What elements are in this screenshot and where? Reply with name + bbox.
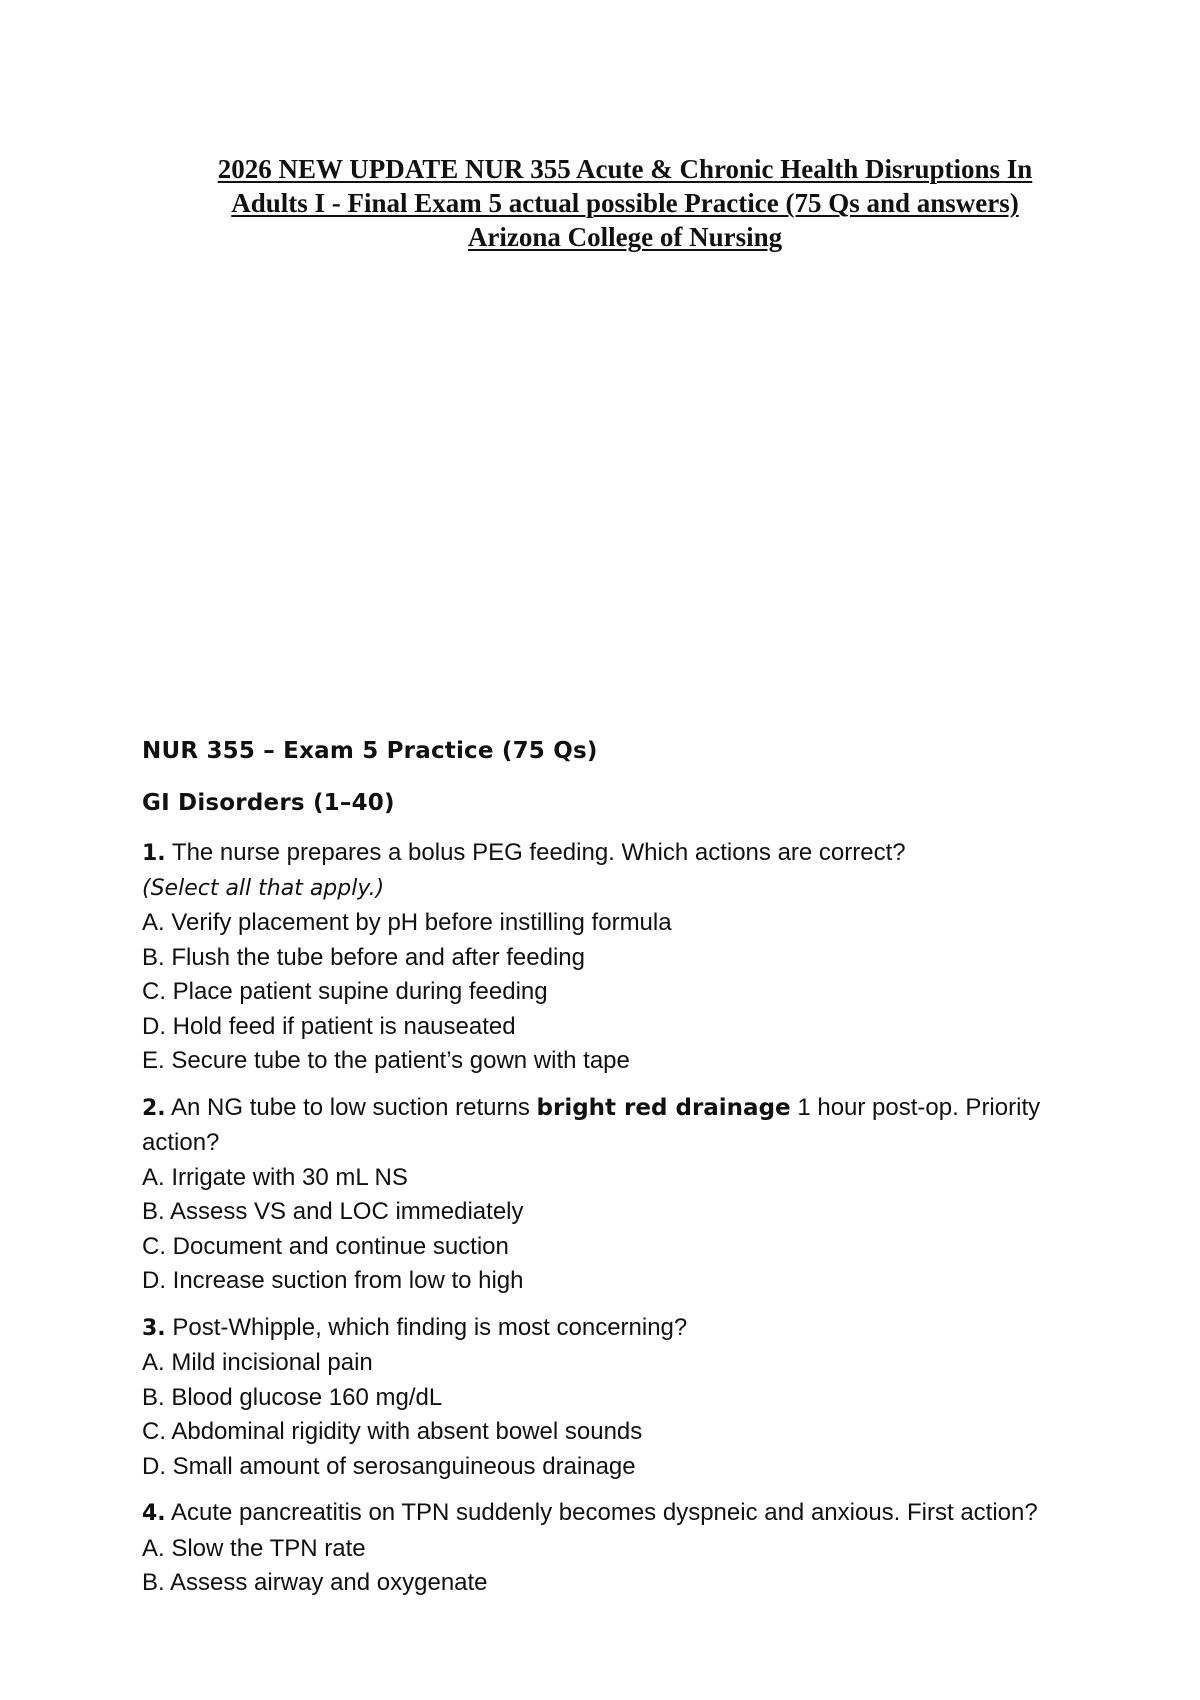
answer-option: E. Secure tube to the patient’s gown with tape: [142, 1047, 630, 1074]
question-4: [142, 1496, 1082, 1601]
answer-option: A. Irrigate with 30 mL NS: [142, 1163, 408, 1191]
answer-options: [142, 1532, 1082, 1601]
answer-option: D. Increase suction from low to high: [142, 1267, 524, 1294]
question-text: [142, 1496, 1082, 1532]
answer-option: C. Abdominal rigidity with absent bowel sounds: [142, 1418, 643, 1445]
question-2: [142, 1091, 1082, 1299]
question-emphasis: bright red drainage: [536, 1094, 791, 1121]
answer-option: A. Slow the TPN rate: [142, 1534, 366, 1562]
answer-option: C. Place patient supine during feeding: [142, 978, 548, 1005]
exam-content: [142, 736, 1082, 1613]
answer-option: A. Mild incisional pain: [142, 1349, 373, 1376]
question-number: 1.: [142, 841, 166, 866]
question-number: 2.: [142, 1095, 166, 1121]
question-3: [142, 1311, 1082, 1485]
title-line: Arizona College of Nursing: [467, 222, 783, 252]
question-stem-end: 1 hour post-op. Priority action?: [142, 1093, 1041, 1156]
answer-option: A. Verify placement by pH before instilling formula: [142, 909, 672, 936]
answer-option: D. Small amount of serosanguineous drainage: [142, 1452, 636, 1480]
answer-option: D. Hold feed if patient is nauseated: [142, 1012, 516, 1040]
exam-heading: NUR 355 – Exam 5 Practice (75 Qs): [142, 738, 598, 764]
answer-options: [142, 1161, 1082, 1299]
document-title: [150, 152, 1100, 254]
question-text: [142, 1091, 1082, 1161]
answer-option: B. Blood glucose 160 mg/dL: [142, 1383, 443, 1411]
answer-options: [142, 906, 1082, 1079]
question-1: [142, 836, 1082, 1079]
question-stem: An NG tube to low suction returns: [171, 1093, 530, 1121]
question-number: 4.: [142, 1501, 166, 1526]
answer-option: B. Assess airway and oxygenate: [142, 1569, 488, 1596]
answer-options: [142, 1346, 1082, 1484]
answer-option: B. Assess VS and LOC immediately: [142, 1198, 524, 1225]
question-number: 3.: [142, 1315, 166, 1341]
question-text: [142, 836, 1082, 906]
answer-option: C. Document and continue suction: [142, 1232, 509, 1260]
title-line: Adults I - Final Exam 5 actual possible Practice (75 Qs and answers): [231, 188, 1019, 218]
question-stem: Acute pancreatitis on TPN suddenly becomes dyspneic and anxious. First action?: [171, 1499, 1038, 1526]
question-text: [142, 1311, 1082, 1347]
question-stem: Post-Whipple, which finding is most concerning?: [172, 1313, 688, 1341]
section-heading: GI Disorders (1–40): [142, 790, 395, 816]
select-all-note: (Select all that apply.): [142, 875, 385, 901]
title-line: 2026 NEW UPDATE NUR 355 Acute & Chronic Health Disruptions In: [217, 154, 1033, 184]
question-stem: The nurse prepares a bolus PEG feeding. Which actions are correct?: [171, 839, 906, 866]
answer-option: B. Flush the tube before and after feeding: [142, 943, 585, 971]
